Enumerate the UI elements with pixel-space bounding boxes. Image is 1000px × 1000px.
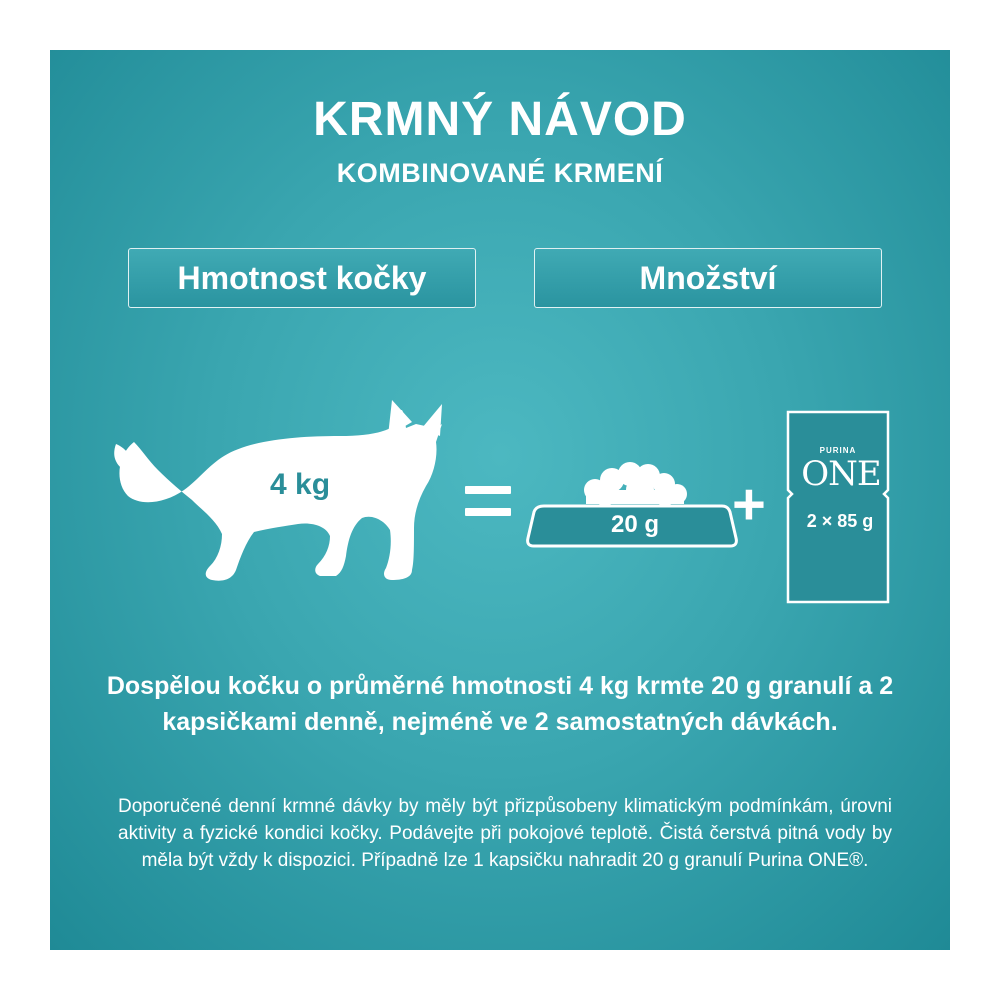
pouch-product-logo: ONE: [801, 454, 881, 494]
feeding-guide-panel: [50, 50, 950, 950]
plus-icon: +: [732, 472, 766, 537]
equals-icon: [465, 484, 511, 520]
page-subtitle: KOMBINOVANÉ KRMENÍ: [336, 158, 664, 188]
pouch-brand-label: PURINA: [819, 446, 857, 455]
weight-header-label: Hmotnost kočky: [177, 259, 427, 296]
page-title: KRMNÝ NÁVOD: [313, 93, 687, 146]
dry-food-amount: 20 g: [610, 511, 660, 538]
pouch-amount: 2 × 85 g: [806, 511, 874, 531]
amount-header-label: Množství: [639, 259, 777, 296]
cat-weight-label: 4 kg: [269, 468, 331, 501]
feeding-note: Doporučené denní krmné dávky by měly být přizpůsobeny klimatickým podmínkám, úrovni aktivity a fyzické kondici kočky. Podávejte při pokojové teplotě. Čistá čerstvá pitná vody by měla být vždy k dispozici. Případně lze 1 kapsičku nahradit 20 g granulí Purina ONE®.: [118, 796, 892, 871]
main-instruction: Dospělou kočku o průměrné hmotnosti 4 kg krmte 20 g granulí a 2 kapsičkami denně, nejméně ve 2 samostatných dávkách.: [106, 672, 894, 737]
pouch-icon: [788, 412, 888, 602]
